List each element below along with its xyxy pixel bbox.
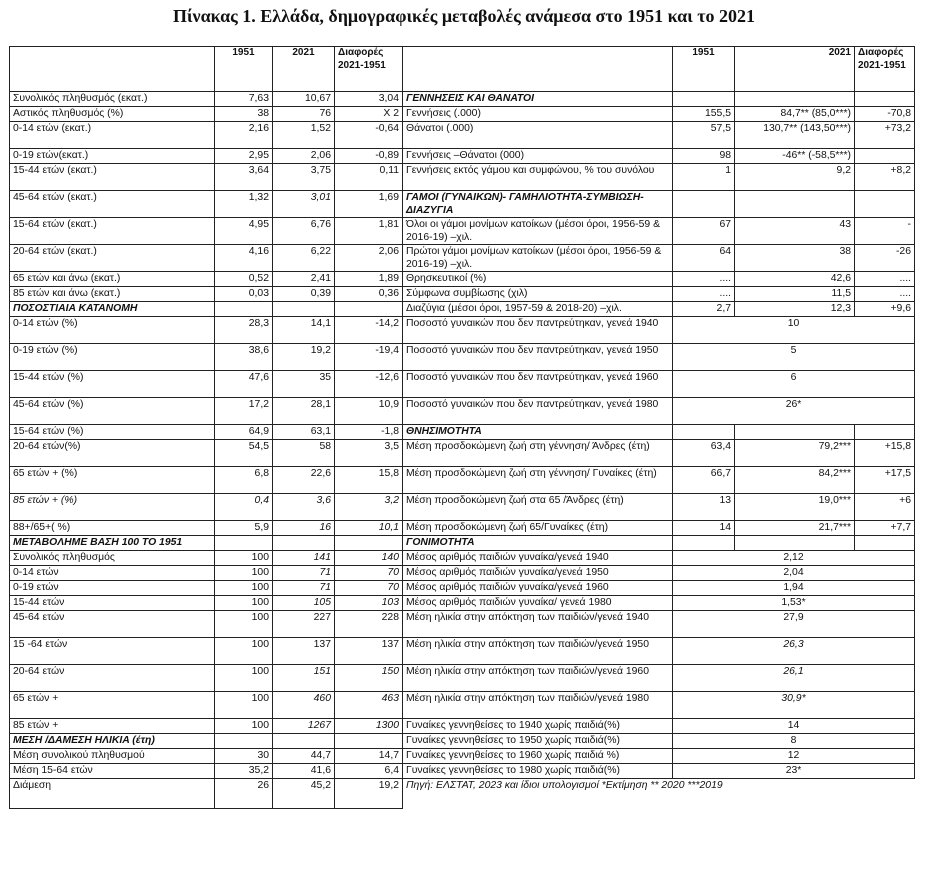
row-label: Μέση προσδοκώμενη ζωή στη γέννηση/ Γυναίκες (έτη) [403,467,673,494]
value-1951: 38 [215,107,273,122]
row-label: Ποσοστό γυναικών που δεν παντρεύτηκαν, γενεά 1960 [403,371,673,398]
row-label: 65 ετών και άνω (εκατ.) [10,272,215,287]
merged-value: 10 [673,317,915,344]
value-diff: +15,8 [855,440,915,467]
value-diff: 137 [335,638,403,665]
value-diff: -26 [855,245,915,272]
row-label: Ποσοστό γυναικών που δεν παντρεύτηκαν, γενεά 1940 [403,317,673,344]
value-diff: -14,2 [335,317,403,344]
value-diff: 70 [335,566,403,581]
table-row [10,425,915,440]
table-cell [673,536,735,551]
value-diff: 228 [335,611,403,638]
value-diff [855,149,915,164]
value-2021: 11,5 [735,287,855,302]
demographics-table [9,46,915,809]
value-diff: .... [855,272,915,287]
value-2021: 3,6 [273,494,335,521]
header-right-diff: Διαφορές 2021-1951 [855,47,915,92]
table-row [10,371,915,398]
table-row [10,611,915,638]
row-label: Μέση συνολικού πληθυσμού [10,749,215,764]
value-1951: 63,4 [673,440,735,467]
section-heading: ΜΕΤΑΒΟΛΗΜΕ ΒΑΣΗ 100 ΤΟ 1951 [10,536,215,551]
value-2021: 0,39 [273,287,335,302]
row-label: Συνολικός πληθυσμός (εκατ.) [10,92,215,107]
value-diff: 103 [335,596,403,611]
row-label: Γυναίκες γεννηθείσες το 1960 χωρίς παιδιά %) [403,749,673,764]
value-2021: 38 [735,245,855,272]
value-2021: 79,2*** [735,440,855,467]
table-row [10,665,915,692]
row-label: 15-44 ετών (%) [10,371,215,398]
value-2021: 21,7*** [735,521,855,536]
merged-value: 6 [673,371,915,398]
value-1951: .... [673,287,735,302]
table-row [10,272,915,287]
table-cell [273,734,335,749]
table-cell [673,92,735,107]
value-2021: 19,2 [273,344,335,371]
table-row [10,638,915,665]
value-2021: 71 [273,566,335,581]
value-diff: 3,2 [335,494,403,521]
value-diff: -12,6 [335,371,403,398]
table-cell [335,302,403,317]
row-label: 15-44 ετών (εκατ.) [10,164,215,191]
table-row [10,440,915,467]
value-diff: +73,2 [855,122,915,149]
row-label: 0-19 ετών [10,581,215,596]
value-1951: 100 [215,692,273,719]
table-row [10,719,915,734]
table-row [10,764,915,779]
value-1951: 4,16 [215,245,273,272]
value-2021: 63,1 [273,425,335,440]
table-row [10,191,915,218]
value-1951: 13 [673,494,735,521]
table-row [10,581,915,596]
header-left-1951: 1951 [215,47,273,92]
row-label: Διάμεση [10,779,215,809]
value-2021: 2,41 [273,272,335,287]
table-cell [673,191,735,218]
row-label: 0-19 ετών(εκατ.) [10,149,215,164]
value-2021: 10,67 [273,92,335,107]
source-note: Πηγή: ΕΛΣΤΑΤ, 2023 και ίδιοι υπολογισμοί *Εκτίμηση ** 2020 ***2019 [403,779,915,809]
row-label: Γυναίκες γεννηθείσες το 1950 χωρίς παιδιά(%) [403,734,673,749]
value-diff: 0,11 [335,164,403,191]
table-cell [215,734,273,749]
section-heading: ΘΝΗΣΙΜΟΤΗΤΑ [403,425,673,440]
value-2021: 84,7** (85,0***) [735,107,855,122]
table-row [10,122,915,149]
table-row [10,344,915,371]
value-diff: 6,4 [335,764,403,779]
table-row [10,287,915,302]
table-row [10,302,915,317]
row-label: Γεννήσεις εκτός γάμου και συμφώνου, % του συνόλου [403,164,673,191]
header-right-2021: 2021 [735,47,855,92]
value-1951: 2,16 [215,122,273,149]
merged-value: 1,53* [673,596,915,611]
value-diff: -0,89 [335,149,403,164]
value-diff: 0,36 [335,287,403,302]
value-diff: 2,06 [335,245,403,272]
merged-value: 2,12 [673,551,915,566]
row-label: 20-64 ετών (εκατ.) [10,245,215,272]
table-row [10,467,915,494]
value-1951: 4,95 [215,218,273,245]
row-label: 45-64 ετών [10,611,215,638]
row-label: Γεννήσεις (.000) [403,107,673,122]
value-1951: 35,2 [215,764,273,779]
value-1951: 17,2 [215,398,273,425]
value-2021: 130,7** (143,50***) [735,122,855,149]
merged-value: 12 [673,749,915,764]
row-label: 0-14 ετών (%) [10,317,215,344]
row-label: Γεννήσεις –Θάνατοι (000) [403,149,673,164]
table-row [10,692,915,719]
row-label: 45-64 ετών (%) [10,398,215,425]
value-2021: 105 [273,596,335,611]
section-heading: ΓΑΜΟΙ (ΓΥΝΑΙΚΩΝ)- ΓΑΜΗΛΙΟΤΗΤΑ-ΣΥΜΒΙΩΣΗ-ΔΙΑΖΥΓΙΑ [403,191,673,218]
table-row [10,92,915,107]
table-row [10,398,915,425]
table-row [10,218,915,245]
value-1951: 100 [215,719,273,734]
row-label: 85 ετών και άνω (εκατ.) [10,287,215,302]
value-diff: .... [855,287,915,302]
table-cell [673,425,735,440]
row-label: 0-19 ετών (%) [10,344,215,371]
value-2021: 76 [273,107,335,122]
page-title: Πίνακας 1. Ελλάδα, δημογραφικές μεταβολές ανάμεσα στο 1951 και το 2021 [172,6,756,26]
row-label: Μέση προσδοκώμενη ζωή στα 65 /Άνδρες (έτη) [403,494,673,521]
value-1951: 28,3 [215,317,273,344]
value-2021: 28,1 [273,398,335,425]
header-empty-left [10,47,215,92]
value-1951: 6,8 [215,467,273,494]
value-1951: 7,63 [215,92,273,107]
value-1951: 14 [673,521,735,536]
row-label: 20-64 ετών(%) [10,440,215,467]
table-cell [735,92,855,107]
row-label: 85 ετών + [10,719,215,734]
value-2021: 84,2*** [735,467,855,494]
table-row [10,566,915,581]
value-diff: 140 [335,551,403,566]
value-1951: 155,5 [673,107,735,122]
header-empty-right [403,47,673,92]
row-label: 65 ετών + [10,692,215,719]
value-2021: -46** (-58,5***) [735,149,855,164]
value-2021: 1,52 [273,122,335,149]
value-1951: 54,5 [215,440,273,467]
value-1951: 100 [215,638,273,665]
table-row [10,551,915,566]
value-2021: 35 [273,371,335,398]
value-diff: 10,1 [335,521,403,536]
value-1951: 100 [215,551,273,566]
table-row [10,596,915,611]
value-2021: 14,1 [273,317,335,344]
table-cell [735,425,855,440]
value-diff: 19,2 [335,779,403,809]
value-diff: 3,04 [335,92,403,107]
value-1951: 57,5 [673,122,735,149]
merged-value: 27,9 [673,611,915,638]
row-label: Θάνατοι (.000) [403,122,673,149]
row-label: Μέση ηλικία στην απόκτηση των παιδιών/γενεά 1980 [403,692,673,719]
table-cell [215,302,273,317]
value-1951: 1 [673,164,735,191]
row-label: Μέση προσδοκώμενη ζωή στη γέννηση/ Άνδρες (έτη) [403,440,673,467]
row-label: 0-14 ετών [10,566,215,581]
row-label: Ποσοστό γυναικών που δεν παντρεύτηκαν, γενεά 1980 [403,398,673,425]
row-label: Μέση ηλικία στην απόκτηση των παιδιών/γενεά 1960 [403,665,673,692]
value-diff: +8,2 [855,164,915,191]
value-diff: 14,7 [335,749,403,764]
table-cell [273,302,335,317]
row-label: Μέση προσδοκώμενη ζωή 65/Γυναίκες (έτη) [403,521,673,536]
value-2021: 460 [273,692,335,719]
table-cell [215,536,273,551]
value-diff: 1,81 [335,218,403,245]
table-row [10,536,915,551]
value-1951: 0,4 [215,494,273,521]
value-2021: 3,01 [273,191,335,218]
row-label: Διαζύγια (μέσοι όροι, 1957-59 & 2018-20) –χιλ. [403,302,673,317]
table-cell [855,191,915,218]
section-heading: ΠΟΣΟΣΤΙΑΙΑ ΚΑΤΑΝΟΜΗ [10,302,215,317]
value-1951: 47,6 [215,371,273,398]
value-2021: 9,2 [735,164,855,191]
row-label: 15-64 ετών (εκατ.) [10,218,215,245]
value-2021: 2,06 [273,149,335,164]
value-2021: 12,3 [735,302,855,317]
value-2021: 151 [273,665,335,692]
merged-value: 26,1 [673,665,915,692]
value-2021: 6,76 [273,218,335,245]
merged-value: 26* [673,398,915,425]
row-label: 15-64 ετών (%) [10,425,215,440]
merged-value: 5 [673,344,915,371]
value-2021: 6,22 [273,245,335,272]
value-2021: 71 [273,581,335,596]
table-row [10,494,915,521]
value-diff: 1,69 [335,191,403,218]
value-1951: 1,32 [215,191,273,218]
value-2021: 44,7 [273,749,335,764]
merged-value: 14 [673,719,915,734]
table-cell [335,536,403,551]
table-cell [335,734,403,749]
value-diff: 3,5 [335,440,403,467]
value-diff: +7,7 [855,521,915,536]
value-1951: 64,9 [215,425,273,440]
table-row [10,734,915,749]
merged-value: 2,04 [673,566,915,581]
table-cell [855,536,915,551]
value-2021: 43 [735,218,855,245]
row-label: Μέση ηλικία στην απόκτηση των παιδιών/γενεά 1950 [403,638,673,665]
section-heading: ΓΟΝΙΜΟΤΗΤΑ [403,536,673,551]
header-row [10,47,915,92]
table-cell [855,92,915,107]
row-label: Μέσος αριθμός παιδιών γυναίκα/γενεά 1940 [403,551,673,566]
value-diff: 150 [335,665,403,692]
row-label: 15 -64 ετών [10,638,215,665]
merged-value: 30,9* [673,692,915,719]
value-diff: 463 [335,692,403,719]
table-row [10,107,915,122]
row-label: Αστικός πληθυσμός (%) [10,107,215,122]
table-row [10,779,915,809]
row-label: Μέσος αριθμός παιδιών γυναίκα/γενεά 1960 [403,581,673,596]
section-heading: ΜΕΣΗ /ΔΑΜΕΣΗ ΗΛΙΚΙΑ (έτη) [10,734,215,749]
row-label: 45-64 ετών (εκατ.) [10,191,215,218]
value-1951: 64 [673,245,735,272]
row-label: Συνολικός πληθυσμός [10,551,215,566]
table-cell [735,191,855,218]
value-2021: 3,75 [273,164,335,191]
value-1951: 2,95 [215,149,273,164]
value-diff: - [855,218,915,245]
row-label: Γυναίκες γεννηθείσες το 1980 χωρίς παιδιά(%) [403,764,673,779]
table-cell [273,536,335,551]
value-2021: 16 [273,521,335,536]
table-row [10,164,915,191]
value-diff: 70 [335,581,403,596]
row-label: Ποσοστό γυναικών που δεν παντρεύτηκαν, γενεά 1950 [403,344,673,371]
merged-value: 26,3 [673,638,915,665]
value-1951: .... [673,272,735,287]
value-2021: 22,6 [273,467,335,494]
value-2021: 1267 [273,719,335,734]
section-heading: ΓΕΝΝΗΣΕΙΣ ΚΑΙ ΘΑΝΑΤΟΙ [403,92,673,107]
value-2021: 58 [273,440,335,467]
table-row [10,749,915,764]
table-row [10,149,915,164]
value-1951: 0,03 [215,287,273,302]
value-diff: +17,5 [855,467,915,494]
row-label: Γυναίκες γεννηθείσες το 1940 χωρίς παιδιά(%) [403,719,673,734]
value-2021: 19,0*** [735,494,855,521]
value-diff: 10,9 [335,398,403,425]
value-1951: 100 [215,566,273,581]
value-2021: 141 [273,551,335,566]
row-label: Πρώτοι γάμοι μονίμων κατοίκων (μέσοι όροι, 1956-59 & 2016-19) –χιλ. [403,245,673,272]
header-left-2021: 2021 [273,47,335,92]
value-diff: -1,8 [335,425,403,440]
value-1951: 26 [215,779,273,809]
row-label: 65 ετών + (%) [10,467,215,494]
row-label: 0-14 ετών (εκατ.) [10,122,215,149]
header-right-1951: 1951 [673,47,735,92]
value-1951: 100 [215,665,273,692]
row-label: 20-64 ετών [10,665,215,692]
value-2021: 42,6 [735,272,855,287]
value-1951: 98 [673,149,735,164]
value-1951: 67 [673,218,735,245]
value-diff: +6 [855,494,915,521]
value-diff: -70,8 [855,107,915,122]
value-2021: 227 [273,611,335,638]
value-diff: 1300 [335,719,403,734]
row-label: Μέσος αριθμός παιδιών γυναίκα/γενεά 1950 [403,566,673,581]
value-diff: -19,4 [335,344,403,371]
value-2021: 137 [273,638,335,665]
row-label: Μέσος αριθμός παιδιών γυναίκα/ γενεά 1980 [403,596,673,611]
value-1951: 30 [215,749,273,764]
row-label: 15-44 ετών [10,596,215,611]
merged-value: 8 [673,734,915,749]
table-cell [855,425,915,440]
value-1951: 38,6 [215,344,273,371]
value-diff: 1,89 [335,272,403,287]
value-2021: 45,2 [273,779,335,809]
value-1951: 2,7 [673,302,735,317]
value-diff: Χ 2 [335,107,403,122]
merged-value: 1,94 [673,581,915,596]
table-cell [735,536,855,551]
row-label: Θρησκευτικοί (%) [403,272,673,287]
value-1951: 5,9 [215,521,273,536]
value-1951: 100 [215,596,273,611]
value-1951: 3,64 [215,164,273,191]
value-diff: -0,64 [335,122,403,149]
value-diff: +9,6 [855,302,915,317]
merged-value: 23* [673,764,915,779]
header-left-diff: Διαφορές 2021-1951 [335,47,403,92]
table-row [10,317,915,344]
table-row [10,521,915,536]
row-label: Όλοι οι γάμοι μονίμων κατοίκων (μέσοι όροι, 1956-59 & 2016-19) –χιλ. [403,218,673,245]
row-label: 85 ετών + (%) [10,494,215,521]
value-1951: 66,7 [673,467,735,494]
value-1951: 100 [215,611,273,638]
row-label: Μέση 15-64 ετών [10,764,215,779]
row-label: Σύμφωνα συμβίωσης (χιλ) [403,287,673,302]
row-label: 88+/65+( %) [10,521,215,536]
value-1951: 0,52 [215,272,273,287]
value-2021: 41,6 [273,764,335,779]
table-row [10,245,915,272]
value-diff: 15,8 [335,467,403,494]
row-label: Μέση ηλικία στην απόκτηση των παιδιών/γενεά 1940 [403,611,673,638]
value-1951: 100 [215,581,273,596]
